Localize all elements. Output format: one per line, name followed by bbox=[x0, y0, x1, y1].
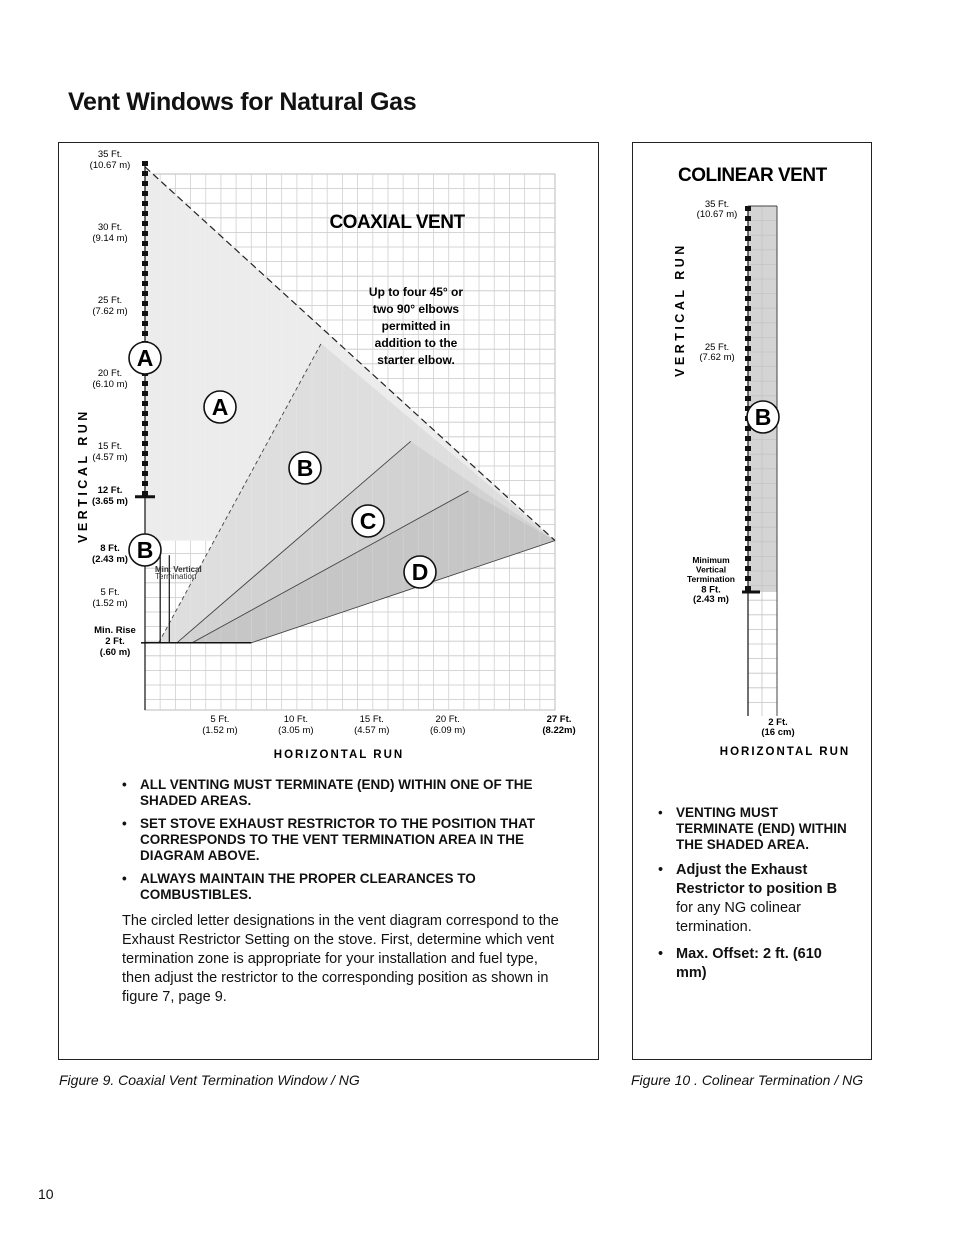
figure-9-caption: Figure 9. Coaxial Vent Termination Window / NG bbox=[59, 1072, 360, 1088]
bullet-item: • ALL VENTING MUST TERMINATE (END) WITHIN ONE OF THE SHADED AREAS. bbox=[122, 777, 542, 809]
zone-d-marker-letter: D bbox=[411, 559, 429, 585]
horizontal-run-label: HORIZONTAL RUN bbox=[273, 749, 405, 761]
vertical-run-label: VERTICAL RUN bbox=[76, 408, 90, 543]
colinear-bullets-block bbox=[658, 805, 848, 991]
elbow-note-line: two 90° elbows bbox=[372, 302, 460, 316]
zone-c-marker-letter: C bbox=[359, 508, 377, 534]
x-tick-label: 10 Ft. bbox=[283, 714, 309, 725]
y-tick-label: 35 Ft. bbox=[97, 149, 123, 160]
y-tick-label: 8 Ft. bbox=[100, 543, 120, 555]
bullet-bold-text: Adjust the Exhaust Restrictor to position B bbox=[676, 862, 838, 897]
restrictor-b-marker-letter: B bbox=[136, 537, 154, 563]
y-tick-label: 15 Ft. bbox=[97, 441, 123, 452]
y-tick-label: (7.62 m) bbox=[699, 352, 735, 363]
figure-10-caption: Figure 10 . Colinear Termination / NG bbox=[631, 1072, 864, 1088]
coaxial-description: The circled letter designations in the vent diagram correspond to the Exhaust Restrictor Setting on the stove. First, determine which vent termination zone is appropriate for your installation and fuel type, then adjust the restrictor to the corresponding position as shown in figure 7, page 9. bbox=[122, 913, 559, 1005]
y-tick-label: 35 Ft. bbox=[704, 199, 730, 210]
y-tick-label: (2.43 m) bbox=[92, 554, 128, 566]
x-tick-label: (4.57 m) bbox=[354, 725, 390, 736]
y-tick-label: 30 Ft. bbox=[97, 222, 123, 233]
y-tick-label: 5 Ft. bbox=[100, 587, 120, 598]
y-tick-label: (6.10 m) bbox=[92, 379, 128, 390]
y-tick-label: (.60 m) bbox=[99, 646, 131, 658]
x-tick-label: 2 Ft. bbox=[768, 717, 788, 728]
shaded-termination-area bbox=[748, 206, 777, 592]
min-termination-label: Vertical bbox=[695, 564, 727, 575]
coaxial-vent-diagram bbox=[59, 143, 598, 763]
x-tick-label: 27 Ft. bbox=[546, 714, 572, 725]
y-tick-label: (10.67 m) bbox=[696, 209, 738, 220]
min-vertical-note: Termination bbox=[155, 572, 197, 581]
y-tick-label: Min. Rise bbox=[94, 624, 136, 636]
vertical-run-label: VERTICAL RUN bbox=[673, 242, 687, 377]
horizontal-run-label: HORIZONTAL RUN bbox=[719, 746, 851, 758]
x-tick-label: (3.05 m) bbox=[278, 725, 314, 736]
bullet-item bbox=[658, 861, 848, 937]
colinear-title: COLINEAR VENT bbox=[678, 165, 827, 186]
coaxial-bullets-block bbox=[122, 777, 542, 910]
x-tick-label: 5 Ft. bbox=[210, 714, 230, 725]
restrictor-a-marker-letter: A bbox=[136, 345, 154, 371]
colinear-bullet-list bbox=[658, 805, 848, 983]
bullet-bold-text: VENTING MUST TERMINATE (END) WITHIN THE SHADED AREA. bbox=[676, 805, 847, 852]
x-tick-label: (8.22m) bbox=[542, 725, 576, 736]
coaxial-title: COAXIAL VENT bbox=[329, 212, 465, 233]
colinear-vent-diagram bbox=[633, 143, 871, 773]
min-termination-label: (2.43 m) bbox=[693, 594, 729, 605]
bullet-bold-text: Max. Offset: 2 ft. (610 mm) bbox=[676, 946, 822, 981]
y-tick-label: 2 Ft. bbox=[105, 635, 125, 647]
min-termination-label: 8 Ft. bbox=[701, 584, 721, 596]
bullet-item: • SET STOVE EXHAUST RESTRICTOR TO THE POSITION THAT CORRESPONDS TO THE VENT TERMINATION AREA IN THE DIAGRAM ABOVE. bbox=[122, 816, 542, 864]
min-termination-label: Termination bbox=[686, 574, 736, 584]
zone-a-marker-letter: A bbox=[211, 394, 229, 420]
x-tick-label: (6.09 m) bbox=[430, 725, 466, 736]
y-tick-label: 25 Ft. bbox=[704, 342, 730, 353]
colinear-grid bbox=[742, 206, 777, 716]
y-tick-label: (10.67 m) bbox=[89, 160, 131, 171]
bullet-item: • ALWAYS MAINTAIN THE PROPER CLEARANCES TO COMBUSTIBLES. bbox=[122, 871, 542, 903]
x-tick-label: 15 Ft. bbox=[359, 714, 384, 725]
bullet-text: for any NG colinear termination. bbox=[676, 900, 801, 935]
coaxial-bullet-list bbox=[122, 777, 542, 903]
elbow-note-line: Up to four 45° or bbox=[368, 285, 464, 299]
bullet-item bbox=[658, 945, 848, 983]
x-tick-label: (16 cm) bbox=[761, 727, 795, 738]
y-tick-label: 25 Ft. bbox=[97, 295, 123, 306]
elbow-note-line: starter elbow. bbox=[377, 353, 455, 367]
elbow-note-line: addition to the bbox=[374, 336, 458, 350]
y-tick-label: (3.65 m) bbox=[92, 495, 128, 507]
y-tick-label: 20 Ft. bbox=[97, 368, 123, 379]
y-tick-label: (4.57 m) bbox=[92, 452, 128, 463]
x-tick-label: (1.52 m) bbox=[202, 725, 238, 736]
page-title: Vent Windows for Natural Gas bbox=[68, 88, 417, 116]
page-number: 10 bbox=[38, 1186, 54, 1202]
bullet-item bbox=[658, 805, 848, 853]
min-vertical-note: Min. Vertical bbox=[155, 565, 202, 574]
restrictor-b-marker-letter: B bbox=[754, 404, 772, 430]
y-tick-label: (7.62 m) bbox=[92, 306, 128, 317]
zone-b-marker-letter: B bbox=[296, 455, 314, 481]
min-termination-label: Minimum bbox=[692, 555, 730, 565]
y-tick-label: 12 Ft. bbox=[97, 484, 123, 496]
x-tick-label: 20 Ft. bbox=[435, 714, 460, 725]
elbow-note-line: permitted in bbox=[381, 319, 451, 333]
y-tick-label: (9.14 m) bbox=[92, 233, 128, 244]
y-tick-label: (1.52 m) bbox=[92, 598, 128, 609]
